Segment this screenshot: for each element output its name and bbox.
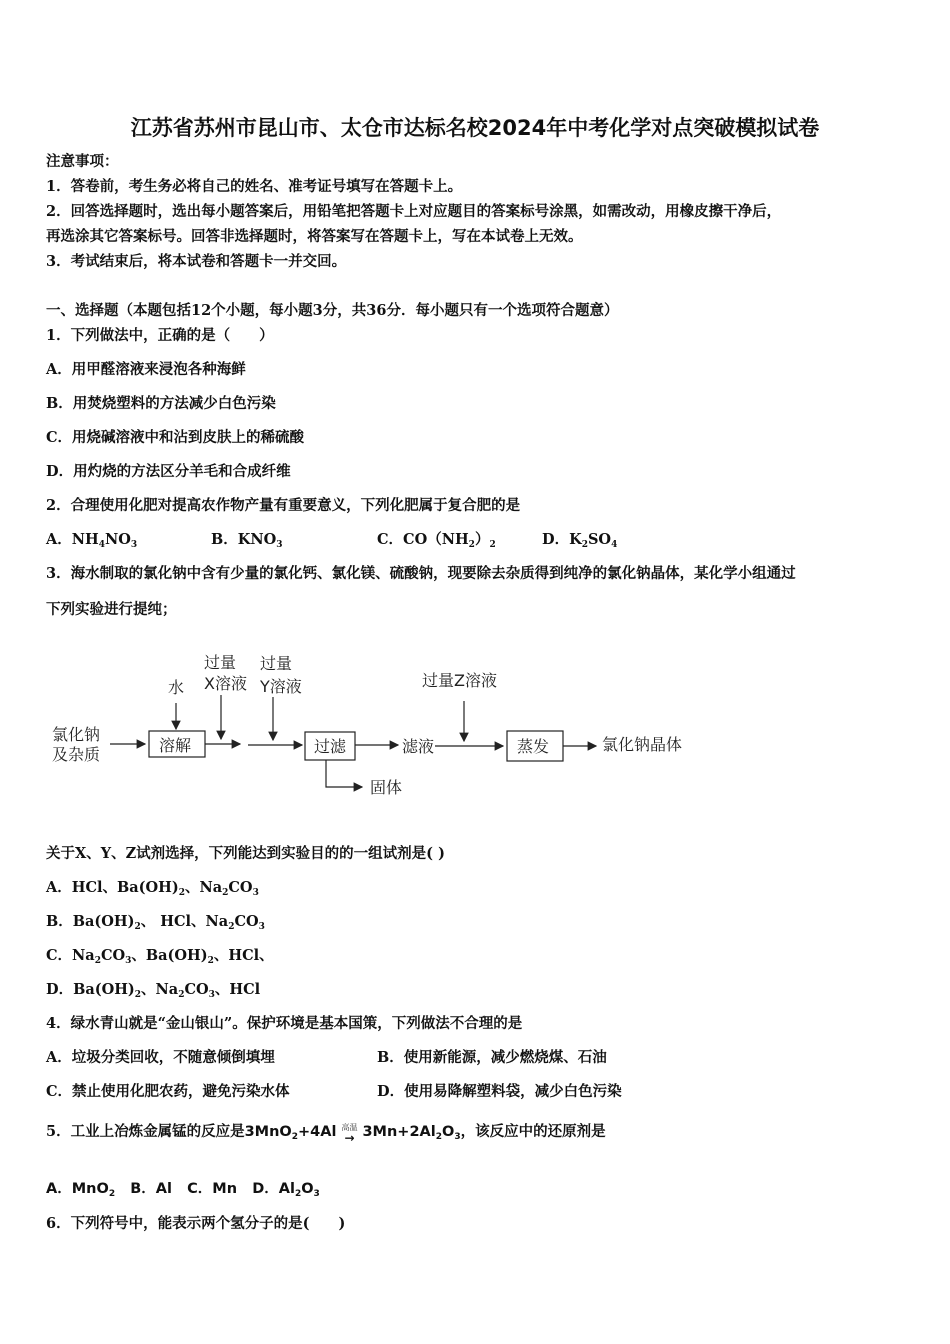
- question-4-option-c: C．禁止使用化肥农药，避免污染水体: [46, 1083, 290, 1100]
- question-5-options: A．MnO$_2$ B．Al C．Mn D．$Al_2O_3$: [46, 1181, 320, 1199]
- question-1-option-a: A．用甲醛溶液来浸泡各种海鲜: [46, 361, 246, 378]
- start-label: 氯化钠: [52, 725, 101, 744]
- filter-label: 过滤: [314, 737, 347, 756]
- question-1-option-b: B．用焚烧塑料的方法减少白色污染: [46, 395, 276, 412]
- notice-heading: 注意事项：: [46, 153, 119, 170]
- question-1-option-c: C．用烧碱溶液中和沾到皮肤上的稀硫酸: [46, 429, 305, 446]
- water-label: 水: [168, 678, 185, 697]
- dissolve-label: 溶解: [159, 736, 192, 755]
- question-3-option-a: A．HCl、$Ba(OH)_2$、$Na_2CO_3$: [46, 879, 259, 898]
- reaction-condition: 高温 →: [341, 1123, 358, 1145]
- notice-item: 3．考试结束后，将本试卷和答题卡一并交回。: [46, 253, 347, 270]
- question-4-option-b: B．使用新能源，减少燃烧煤、石油: [377, 1049, 607, 1066]
- evaporate-label: 蒸发: [517, 737, 550, 756]
- x-reagent-label: X溶液: [204, 674, 247, 693]
- question-5-stem: 5．工业上冶炼金属锰的反应是3MnO$_2$+4Al 高温 → $3Mn+2Al_2O_3$，该反应中的还原剂是: [46, 1123, 606, 1145]
- question-6-stem: 6．下列符号中，能表示两个氢分子的是( ): [46, 1215, 346, 1232]
- question-4-option-a: A．垃圾分类回收，不随意倾倒填埋: [46, 1049, 275, 1066]
- question-1-option-d: D．用灼烧的方法区分羊毛和合成纤维: [46, 463, 291, 480]
- notice-item: 2．回答选择题时，选出每小题答案后，用铅笔把答题卡上对应题目的答案标号涂黑，如需改动，用橡皮擦干净后，: [46, 203, 782, 220]
- question-3-option-b: B．$Ba(OH)_2$、 HCl、$Na_2CO_3$: [46, 913, 265, 932]
- solid-label: 固体: [370, 778, 403, 797]
- product-label: 氯化钠晶体: [602, 735, 683, 754]
- reaction-equation: 3MnO$_2$+4Al 高温 → $3Mn+2Al_2O_3$: [244, 1123, 461, 1145]
- start-label: 及杂质: [52, 745, 101, 764]
- notice-item: 再选涂其它答案标号。回答非选择题时，将答案写在答题卡上，写在本试卷上无效。: [46, 228, 583, 245]
- question-2-option-d: D．$K_2SO_4$: [542, 531, 618, 550]
- question-3-option-d: D．$Ba(OH)_2$、$Na_2CO_3$、HCl: [46, 981, 261, 1000]
- question-1-stem: 1．下列做法中，正确的是（ ）: [46, 327, 274, 344]
- page-title: 江苏省苏州市昆山市、太仓市达标名校2024年中考化学对点突破模拟试卷: [130, 116, 820, 140]
- question-2-option-a: A．$NH_4NO_3$: [46, 531, 138, 550]
- filtrate-label: 滤液: [402, 737, 435, 756]
- purification-flow-diagram: [40, 645, 720, 805]
- y-reagent-label: Y溶液: [260, 677, 302, 696]
- question-4-stem: 4．绿水青山就是“金山银山”。保护环境是基本国策，下列做法不合理的是: [46, 1015, 523, 1032]
- x-reagent-label: 过量: [204, 653, 237, 672]
- section-heading: 一、选择题（本题包括12个小题，每小题3分，共36分．每小题只有一个选项符合题意）: [46, 302, 619, 319]
- question-3-stem: 3．海水制取的氯化钠中含有少量的氯化钙、氯化镁、硫酸钠，现要除去杂质得到纯净的氯化钠晶体，某化学小组通过: [46, 565, 796, 582]
- z-reagent-label: 过量Z溶液: [422, 671, 497, 690]
- notice-item: 1．答卷前，考生务必将自己的姓名、准考证号填写在答题卡上。: [46, 178, 463, 195]
- question-2-option-b: B．$KNO_3$: [211, 531, 283, 550]
- question-2-option-c: C．$CO(NH_2)_2$: [377, 531, 496, 550]
- question-3-stem-cont: 下列实验进行提纯；: [46, 601, 177, 618]
- y-reagent-label: 过量: [260, 654, 293, 673]
- flow-arrow: [326, 760, 362, 787]
- question-3-option-c: C．$Na_2CO_3$、$Ba(OH)_2$、HCl、: [46, 947, 274, 966]
- question-2-stem: 2．合理使用化肥对提高农作物产量有重要意义，下列化肥属于复合肥的是: [46, 497, 521, 514]
- question-4-option-d: D．使用易降解塑料袋，减少白色污染: [377, 1083, 622, 1100]
- question-3-question: 关于X、Y、Z试剂选择，下列能达到实验目的的一组试剂是( ): [46, 845, 445, 862]
